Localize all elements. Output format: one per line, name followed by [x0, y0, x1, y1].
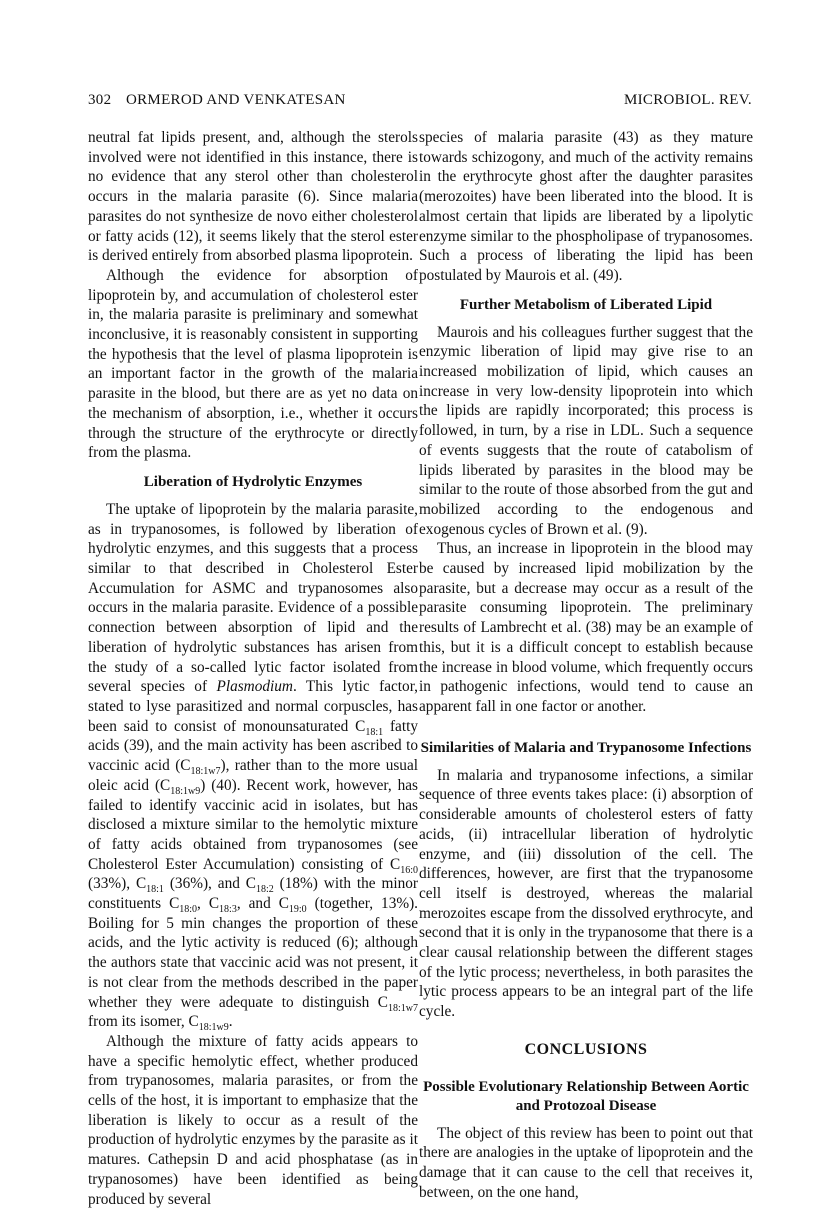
running-header — [88, 92, 752, 114]
paragraph: Thus, an increase in lipoprotein in the blood may be caused by increased lipid mobilization by the parasite, but a decrease may occur as a result of the parasite consuming lipoprotein. The preliminary results of Lambrecht et al. (38) may be an example of this, but it is a difficult concept to establish because the increase in blood volume, which frequently occurs in pathogenic infections, would tend to cause an apparent fall in one factor or another. — [419, 540, 753, 715]
paragraph: The uptake of lipoprotein by the malaria parasite, as in trypanosomes, is followed by liberation of hydrolytic enzymes, and this suggests that a process similar to that described in Cholesterol Ester Accumulation for ASMC and trypanosomes also occurs in the malaria parasite. Evidence of a possible connection between absorption of lipid and the liberation of hydrolytic substances has arisen from the study of a so-called lytic factor isolated from several species of Plasmodium. This lytic factor, stated to lyse parasitized and normal corpuscles, has been said to consist of monounsaturated $C_{18:1}$ fatty acids (39), and the main activity has been ascribed to vaccinic acid $(C_{18:1w7})$, rather than to the more usual oleic acid $(C_{18:1w9})$ (40). Recent work, however, has failed to identify vaccinic acid in isolates, but has disclosed a mixture similar to the hemolytic mixture of fatty acids obtained from trypanosomes (see Cholesterol Ester Accumulation) consisting of $C_{16:0}$ (33%), $C_{18:1}$ (36%), and $C_{18:2}$ (18%) with the minor constituents $C_{18:0}$, $C_{18:3}$, and $C_{19:0}$ (together, 13%). Boiling for 5 min changes the proportion of these acids, and the lytic activity is reduced (6); although the authors state that vaccinic acid was not present, it is not clear from the methods described in the paper whether they were adequate to distinguish $C_{18:1w7}$ from its isomer, $C_{18:1w9}$. — [88, 500, 419, 1034]
section-heading: Further Metabolism of Liberated Lipid — [459, 296, 713, 313]
genus-name: Plasmodium — [216, 678, 293, 696]
paragraph: Although the mixture of fatty acids appears to have a specific hemolytic effect, whether produced from trypanosomes, malaria parasites, or from the cells of the host, it is important to emphasize that the liberation is likely to occur as a result of the production of hydrolytic enzymes by the parasite as it matures. Cathepsin D and acid phosphatase (as in trypanosomes) have been identified as being produced by several — [88, 1032, 418, 1208]
section-heading: Liberation of Hydrolytic Enzymes — [143, 473, 363, 490]
section-heading: Possible Evolutionary Relationship Between Aortic and Protozoal Disease — [423, 1078, 749, 1114]
page-number: 302 — [88, 92, 112, 108]
section-heading: Similarities of Malaria and Trypanosome Infections — [420, 739, 752, 756]
paragraph: The object of this review has been to point out that there are analogies in the uptake of lipoprotein and the damage that it can cause to the cell that receives it, between, on the one hand, — [419, 1124, 753, 1201]
paragraph: neutral fat lipids present, and, although the sterols involved were not identified in this instance, there is no evidence that any sterol other than cholesterol occurs in the malaria parasite (6). Since malaria parasites do not synthesize de novo either cholesterol or fatty acids (12), it seems likely that the sterol ester is derived entirely from absorbed plasma lipoprotein. — [88, 129, 418, 265]
journal-name: MICROBIOL. REV. — [624, 92, 752, 108]
paragraph: Although the evidence for absorption of lipoprotein by, and accumulation of cholesterol ester in, the malaria parasite is preliminary and somewhat inconclusive, it is reasonably consistent in supporting the hypothesis that the level of plasma lipoprotein is an important factor in the growth of the malaria parasite in the blood, but there are as yet no data on the mechanism of absorption, i.e., whether it occurs through the structure of the erythrocyte or directly from the plasma. — [88, 266, 418, 462]
major-heading: CONCLUSIONS — [524, 1040, 648, 1058]
running-authors: ORMEROD AND VENKATESAN — [126, 92, 346, 108]
right-column — [419, 128, 753, 1202]
paragraph: Maurois and his colleagues further suggest that the enzymic liberation of lipid may give rise to an increased mobilization of lipid, which causes an increase in very low-density lipoprotein into which the lipids are rapidly incorporated; this process is followed, in turn, by a rise in LDL. Such a sequence of events suggests that the route of catabolism of lipids liberated by parasites in the blood may be similar to the route of those absorbed from the gut and mobilized according to the endogenous and exogenous cycles of Brown et al. (9). — [419, 323, 753, 538]
paragraph: species of malaria parasite (43) as they mature towards schizogony, and much of the activity remains in the erythrocyte ghost after the daughter parasites (merozoites) have been liberated into the blood. It is almost certain that lipids are liberated by a lipolytic enzyme similar to the phospholipase of trypanosomes. Such a process of liberating the lipid has been postulated by Maurois et al. (49). — [419, 129, 753, 284]
paragraph: In malaria and trypanosome infections, a similar sequence of three events takes place: (i) absorption of considerable amounts of cholesterol esters of fatty acids, (ii) intracellular liberation of hydrolytic enzyme, and (iii) dissolution of the cell. The differences, however, are first that the trypanosome cell itself is destroyed, whereas the malarial merozoites escape from the dissolved erythrocyte, and second that it is only in the trypanosome that there is a clear causal relationship between the different stages of the lytic process; nevertheless, in both parasites the lytic process appears to be an integral part of the life cycle. — [419, 766, 753, 1021]
left-column — [88, 128, 418, 1209]
